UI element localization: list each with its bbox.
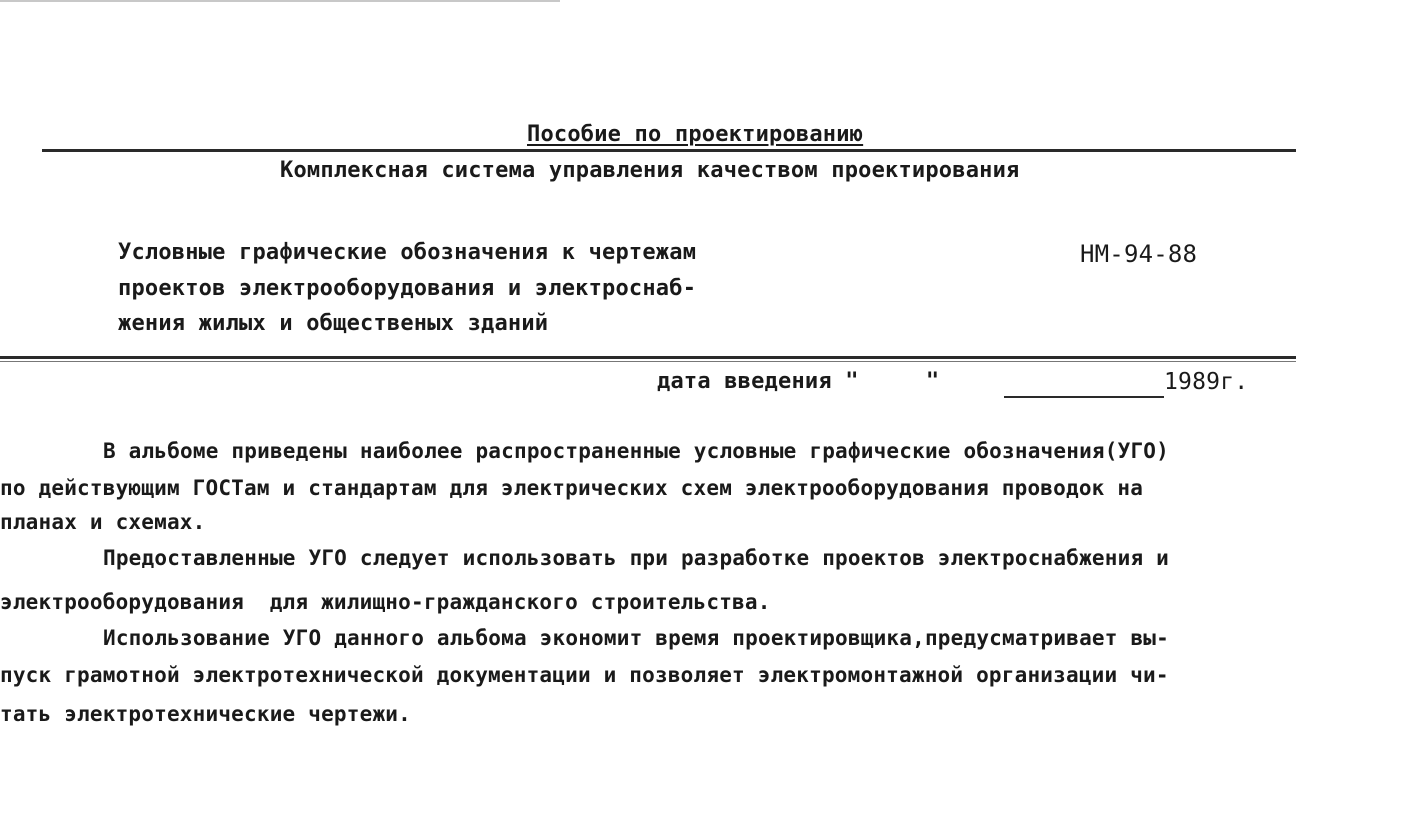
paragraph-3-line-3: тать электротехнические чертежи. xyxy=(0,702,411,726)
doc-title-line-1: Условные графические обозначения к чертежам xyxy=(118,240,697,265)
title-block-rule-thin xyxy=(0,361,1296,362)
system-title: Комплексная система управления качеством проектирования xyxy=(280,158,1020,183)
intro-date-label: дата введения " " xyxy=(657,369,940,394)
title-block-rule xyxy=(0,356,1296,359)
paragraph-1-line-3: планах и схемах. xyxy=(0,510,206,534)
manual-title: Пособие по проектированию xyxy=(527,122,864,147)
paragraph-3-line-2: пуск грамотной электротехнической документации и позволяет электромонтажной организации чи- xyxy=(0,663,1169,687)
date-blank-line xyxy=(1004,396,1164,398)
doc-title-line-3: жения жилых и общественых зданий xyxy=(118,311,549,336)
paragraph-2-line-1: Предоставленные УГО следует использовать при разработке проектов электроснабжения и xyxy=(103,546,1169,570)
paragraph-2-line-2: электрооборудования для жилищно-гражданского строительства. xyxy=(0,590,771,614)
scan-edge-line xyxy=(0,0,560,2)
doc-title-line-2: проектов электрооборудования и электроснаб- xyxy=(118,276,697,301)
header-top-rule xyxy=(42,149,1296,152)
intro-year: 1989г. xyxy=(1164,369,1249,395)
paragraph-1-line-1: В альбоме приведены наиболее распространенные условные графические обозначения(УГО) xyxy=(103,439,1169,463)
doc-code: НМ-94-88 xyxy=(1080,240,1198,268)
paragraph-1-line-2: по действующим ГОСТам и стандартам для электрических схем электрооборудования проводок на xyxy=(0,476,1144,500)
paragraph-3-line-1: Использование УГО данного альбома экономит время проектировщика,предусматривает вы- xyxy=(103,626,1169,650)
